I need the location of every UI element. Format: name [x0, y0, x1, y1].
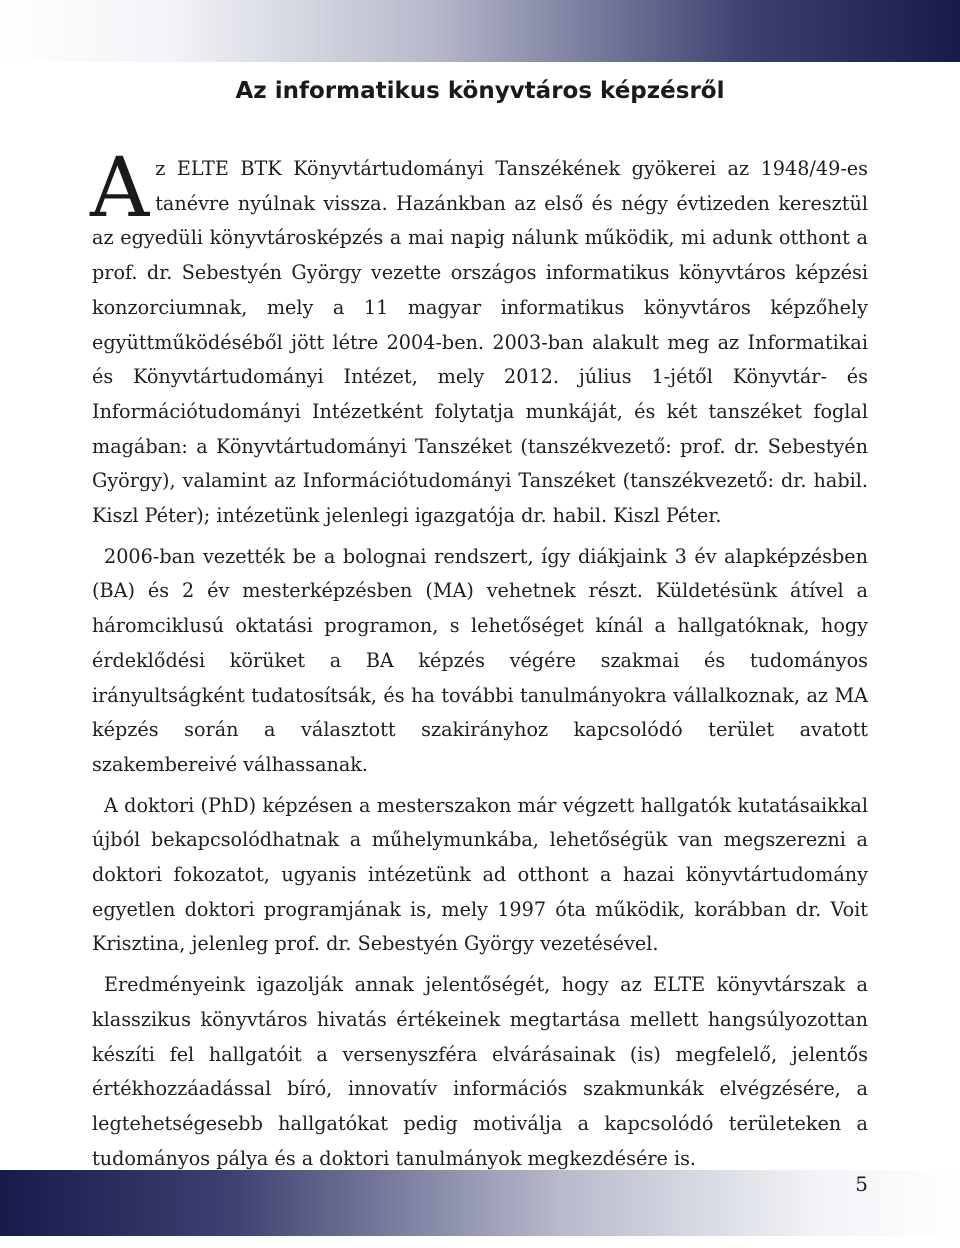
paragraph-2: 2006-ban vezették be a bolognai rendszert, így diákjaink 3 év alapképzésben (BA) és 2 év mesterképzésben (MA) vehetnek részt. Küldetésünk átível a háromciklusú oktatási programon, s lehetőséget kínál a hallgatóknak, hogy érdeklődési körüket a BA képzés végére szakmai és tudományos irányultságként tudatosítsák, és ha további tanulmányokra vállalkoznak, az MA képzés során a választott szakirányhoz kapcsolódó terület avatott szakembereivé válhassanak.: [92, 544, 868, 776]
page-title: Az informatikus könyvtáros képzésről: [235, 78, 725, 104]
top-gradient-band: [0, 0, 960, 62]
bottom-gradient-band: [0, 1170, 960, 1236]
article-body: [90, 141, 868, 1182]
paragraph-1: [90, 141, 868, 534]
paragraph-3: A doktori (PhD) képzésen a mesterszakon már végzett hallgatók kutatásaikkal újból bekapcsolódhatnak a műhelymunkába, lehetőségük van megszerezni a doktori fokozatot, ugyanis intézetünk ad otthont a hazai könyvtártudomány egyetlen doktori programjának is, mely 1997 óta működik, korábban dr. Voit Krisztina, jelenleg prof. dr. Sebestyén György vezetésével.: [92, 793, 868, 956]
page-number: 5: [855, 1172, 868, 1196]
paragraph-1-text: z ELTE BTK Könyvtártudományi Tanszékének gyökerei az 1948/49-es tanévre nyúlnak vissza. Hazánkban az első és négy évtizeden keresztül az egyedüli könyvtárosképzés a mai napig nálunk működik, mi adunk otthont a prof. dr. Sebestyén György vezette országos informatikus könyvtáros képzési konzorciumnak, mely a 11 magyar informatikus könyvtáros képzőhely együttműködéséből jött létre 2004-ben. 2003-ban alakult meg az Informatikai és Könyvtártudományi Intézet, mely 2012. július 1-jétől Könyvtár- és Információtudományi Intézetként folytatja munkáját, és két tanszéket foglal magában: a Könyvtártudományi Tanszéket (tanszékvezető: prof. dr. Sebestyén György), valamint az Információtudományi Tanszéket (tanszékvezető: dr. habil. Kiszl Péter); intézetünk jelenlegi igazgatója dr. habil. Kiszl Péter.: [92, 157, 868, 528]
paragraph-4: Eredményeink igazolják annak jelentőségét, hogy az ELTE könyvtárszak a klasszikus könyvtáros hivatás értékeinek megtartása mellett hangsúlyozottan készíti fel hallgatóit a versenyszféra elvárásainak (is) megfelelő, jelentős értékhozzáadással bíró, innovatív információs szakmunkák elvégzésére, a legtehetségesebb hallgatókat pedig motiválja a kapcsolódó területeken a tudományos pálya és a doktori tanulmányok megkezdésére is.: [92, 973, 868, 1170]
drop-cap: A: [90, 141, 150, 236]
